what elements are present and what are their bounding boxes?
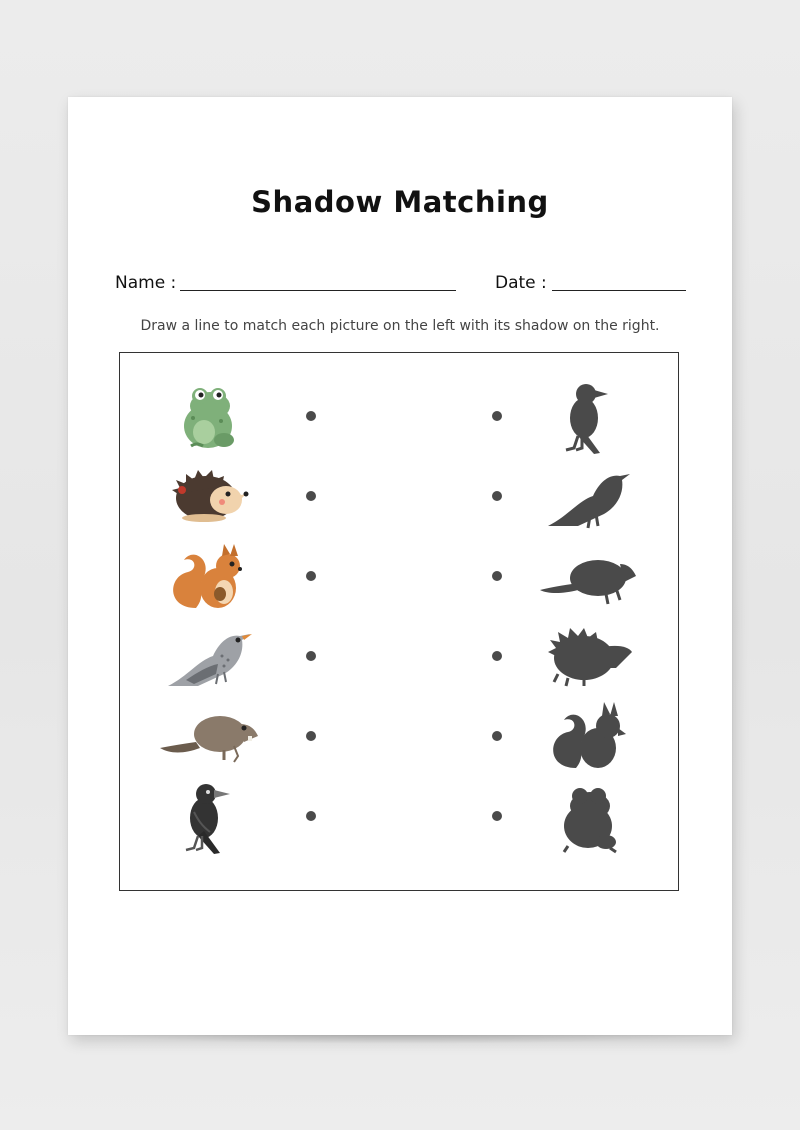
match-dot-left[interactable] bbox=[306, 811, 316, 821]
match-dot-right[interactable] bbox=[492, 651, 502, 661]
match-row bbox=[120, 376, 678, 456]
match-dot-right[interactable] bbox=[492, 571, 502, 581]
name-line[interactable] bbox=[180, 290, 456, 291]
match-dot-right[interactable] bbox=[492, 491, 502, 501]
beaver-icon bbox=[158, 696, 258, 776]
hedgehog-icon bbox=[158, 456, 258, 536]
match-row bbox=[120, 536, 678, 616]
match-row bbox=[120, 616, 678, 696]
squirrel-shadow-icon bbox=[538, 696, 638, 776]
match-dot-right[interactable] bbox=[492, 411, 502, 421]
cuckoo-bird-shadow-icon bbox=[538, 456, 638, 536]
crow-shadow-icon bbox=[538, 376, 638, 456]
match-dot-left[interactable] bbox=[306, 571, 316, 581]
cuckoo-bird-icon bbox=[158, 616, 258, 696]
date-label: Date : bbox=[495, 273, 547, 293]
matching-area bbox=[119, 352, 679, 891]
match-row bbox=[120, 696, 678, 776]
hedgehog-shadow-icon bbox=[538, 616, 638, 696]
match-dot-left[interactable] bbox=[306, 731, 316, 741]
worksheet-title: Shadow Matching bbox=[251, 185, 549, 219]
match-dot-right[interactable] bbox=[492, 811, 502, 821]
match-dot-left[interactable] bbox=[306, 411, 316, 421]
worksheet-page bbox=[68, 97, 732, 1035]
name-label: Name : bbox=[115, 273, 177, 293]
match-row bbox=[120, 456, 678, 536]
beaver-shadow-icon bbox=[538, 536, 638, 616]
instructions-text: Draw a line to match each picture on the left with its shadow on the right. bbox=[140, 318, 660, 334]
match-row bbox=[120, 776, 678, 856]
frog-shadow-icon bbox=[538, 776, 638, 856]
match-dot-left[interactable] bbox=[306, 651, 316, 661]
frog-icon bbox=[158, 376, 258, 456]
crow-icon bbox=[158, 776, 258, 856]
match-dot-left[interactable] bbox=[306, 491, 316, 501]
squirrel-icon bbox=[158, 536, 258, 616]
match-dot-right[interactable] bbox=[492, 731, 502, 741]
date-line[interactable] bbox=[552, 290, 686, 291]
